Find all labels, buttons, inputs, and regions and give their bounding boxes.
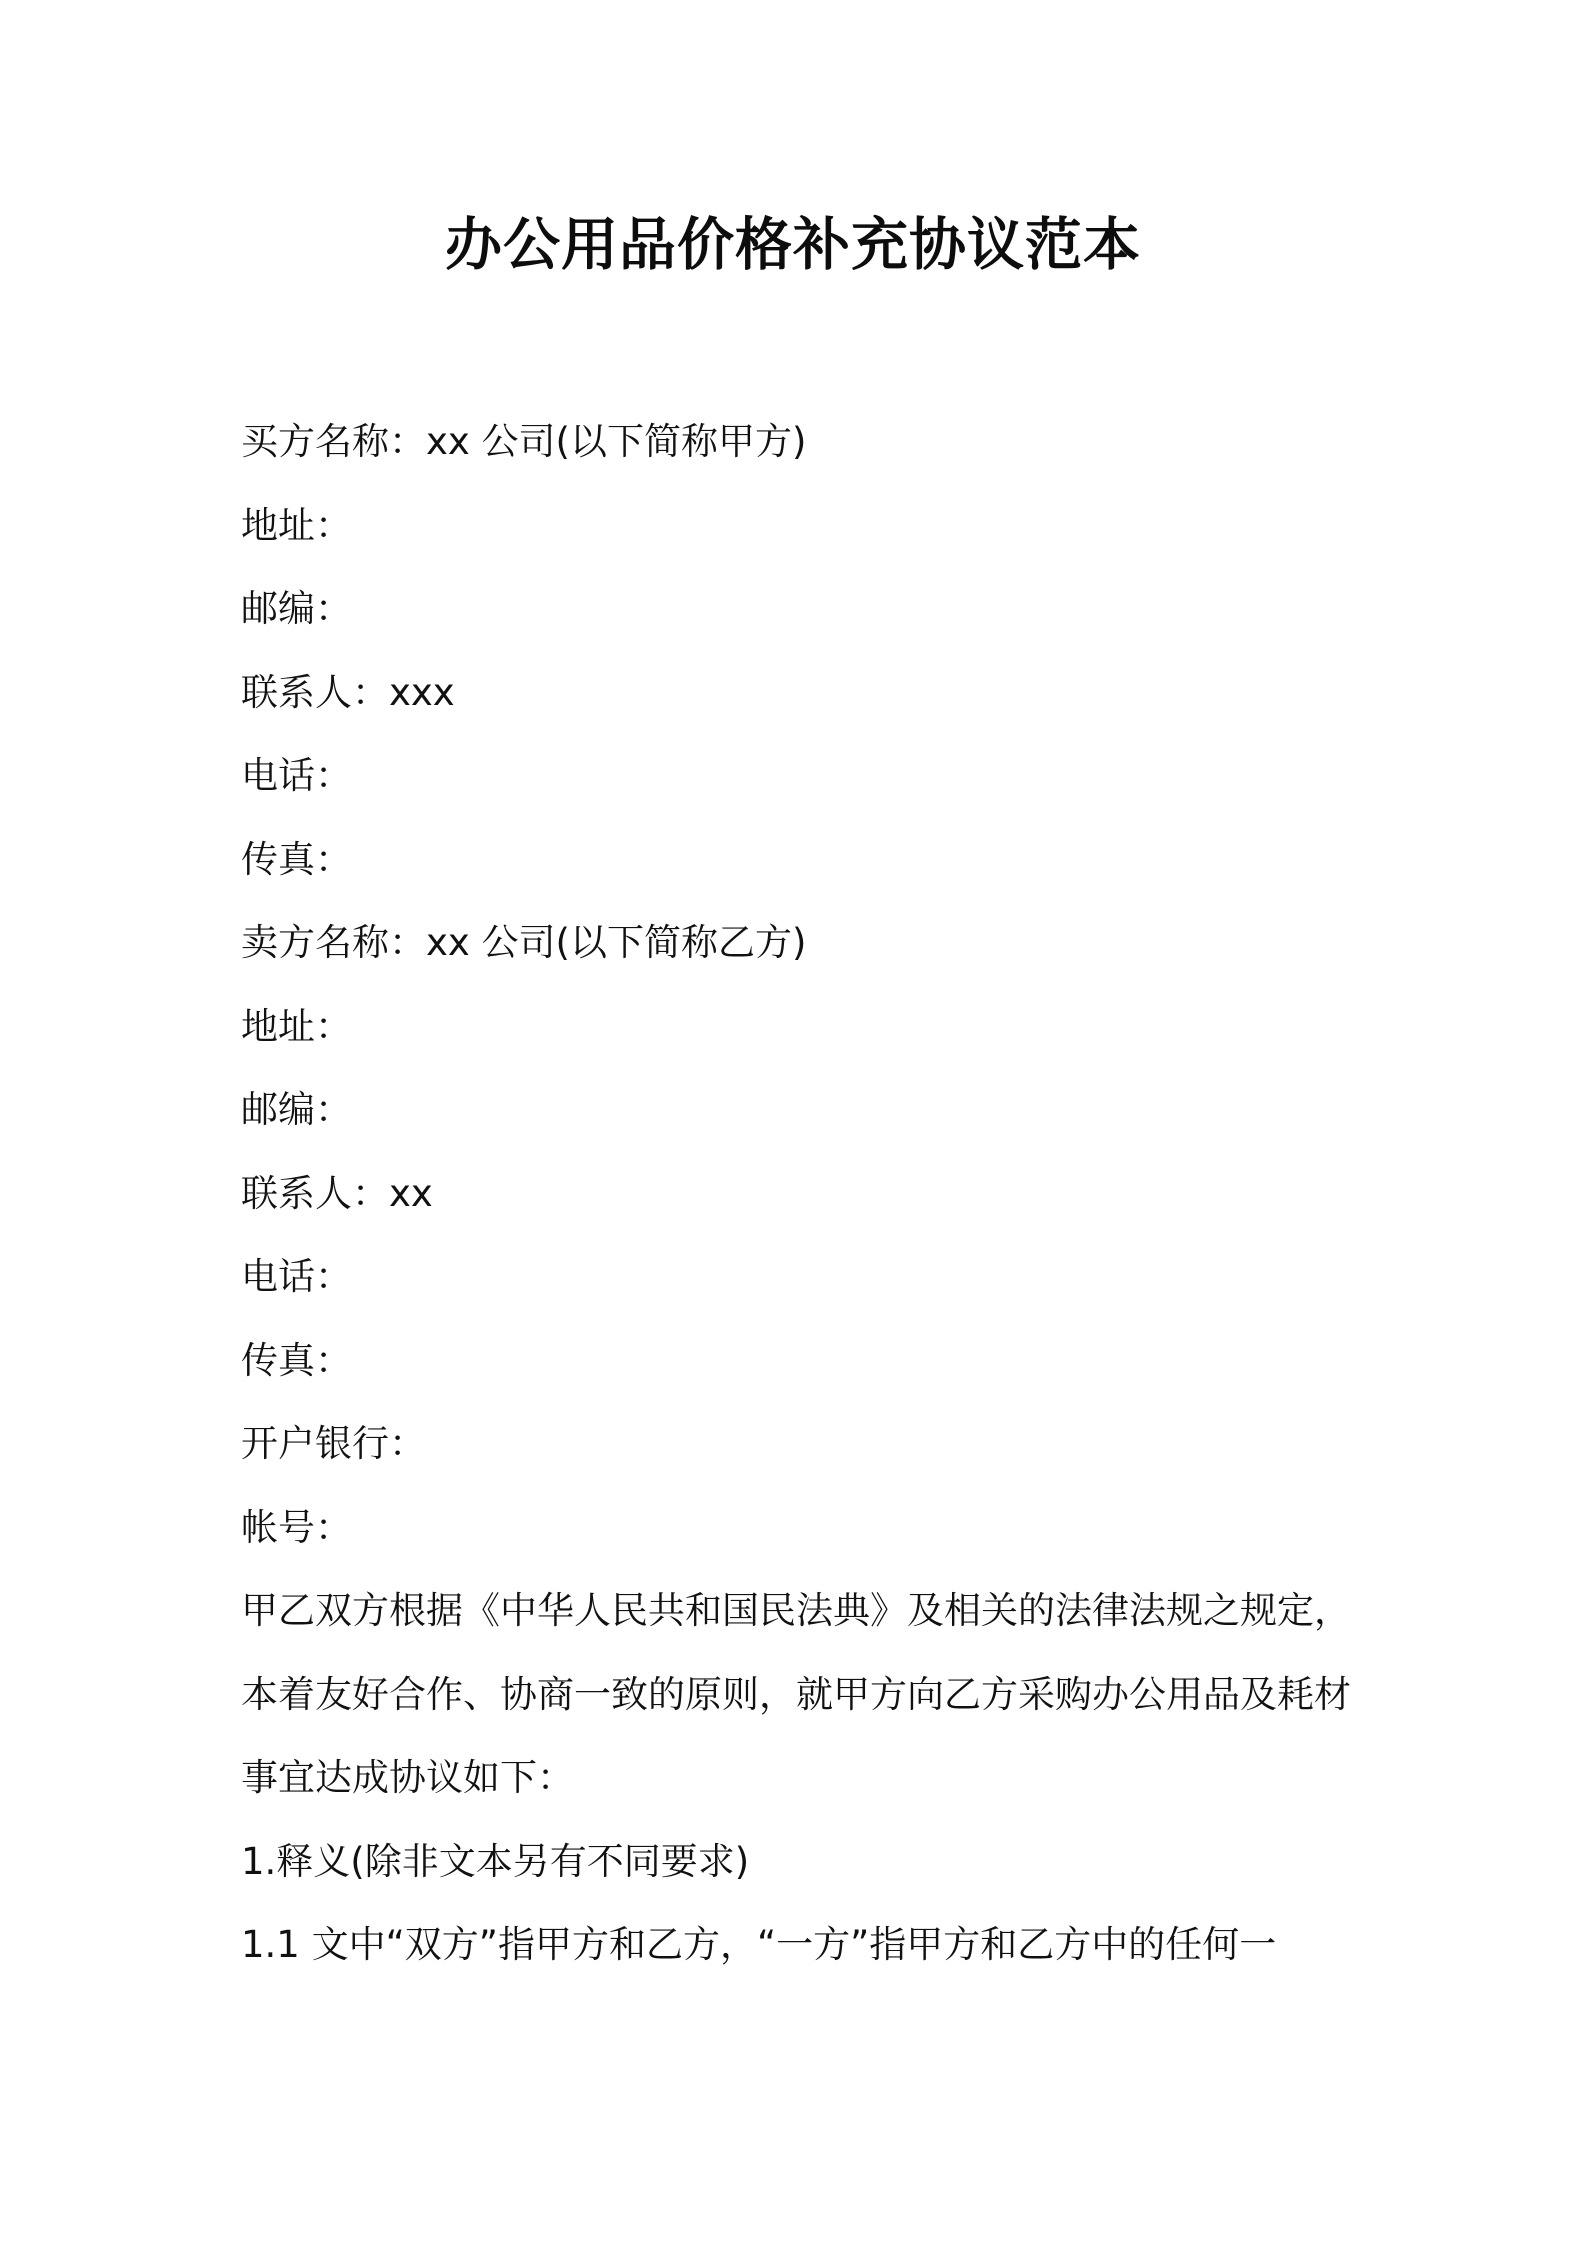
buyer-contact-line: 联系人：xxx [241,670,455,714]
seller-bank-line: 开户银行： [241,1422,426,1465]
preamble-line-3: 事宜达成协议如下： [241,1756,574,1799]
seller-account-line: 帐号： [241,1505,352,1549]
buyer-name-line: 买方名称：xx 公司(以下简称甲方) [241,420,807,463]
buyer-postcode-line: 邮编： [241,587,352,630]
document-title: 办公用品价格补充协议范本 [445,212,1141,278]
buyer-phone-line: 电话： [241,754,352,797]
preamble-line-2: 本着友好合作、协商一致的原则，就甲方向乙方采购办公用品及耗材 [241,1672,1351,1716]
seller-address-line: 地址： [241,1004,352,1048]
section-heading-definitions: 1.释义(除非文本另有不同要求) [241,1839,750,1883]
clause-1-1-line: 1.1 文中“双方”指甲方和乙方，“一方”指甲方和乙方中的任何一 [241,1923,1277,1966]
seller-postcode-line: 邮编： [241,1088,352,1131]
seller-phone-line: 电话： [241,1255,352,1298]
buyer-address-line: 地址： [241,503,352,547]
seller-contact-line: 联系人：xx [241,1171,433,1215]
preamble-line-1: 甲乙双方根据《中华人民共和国民法典》及相关的法律法规之规定， [241,1589,1351,1632]
seller-name-line: 卖方名称：xx 公司(以下简称乙方) [241,921,807,964]
seller-fax-line: 传真： [241,1338,352,1382]
buyer-fax-line: 传真： [241,837,352,881]
document-body [241,400,1361,1987]
